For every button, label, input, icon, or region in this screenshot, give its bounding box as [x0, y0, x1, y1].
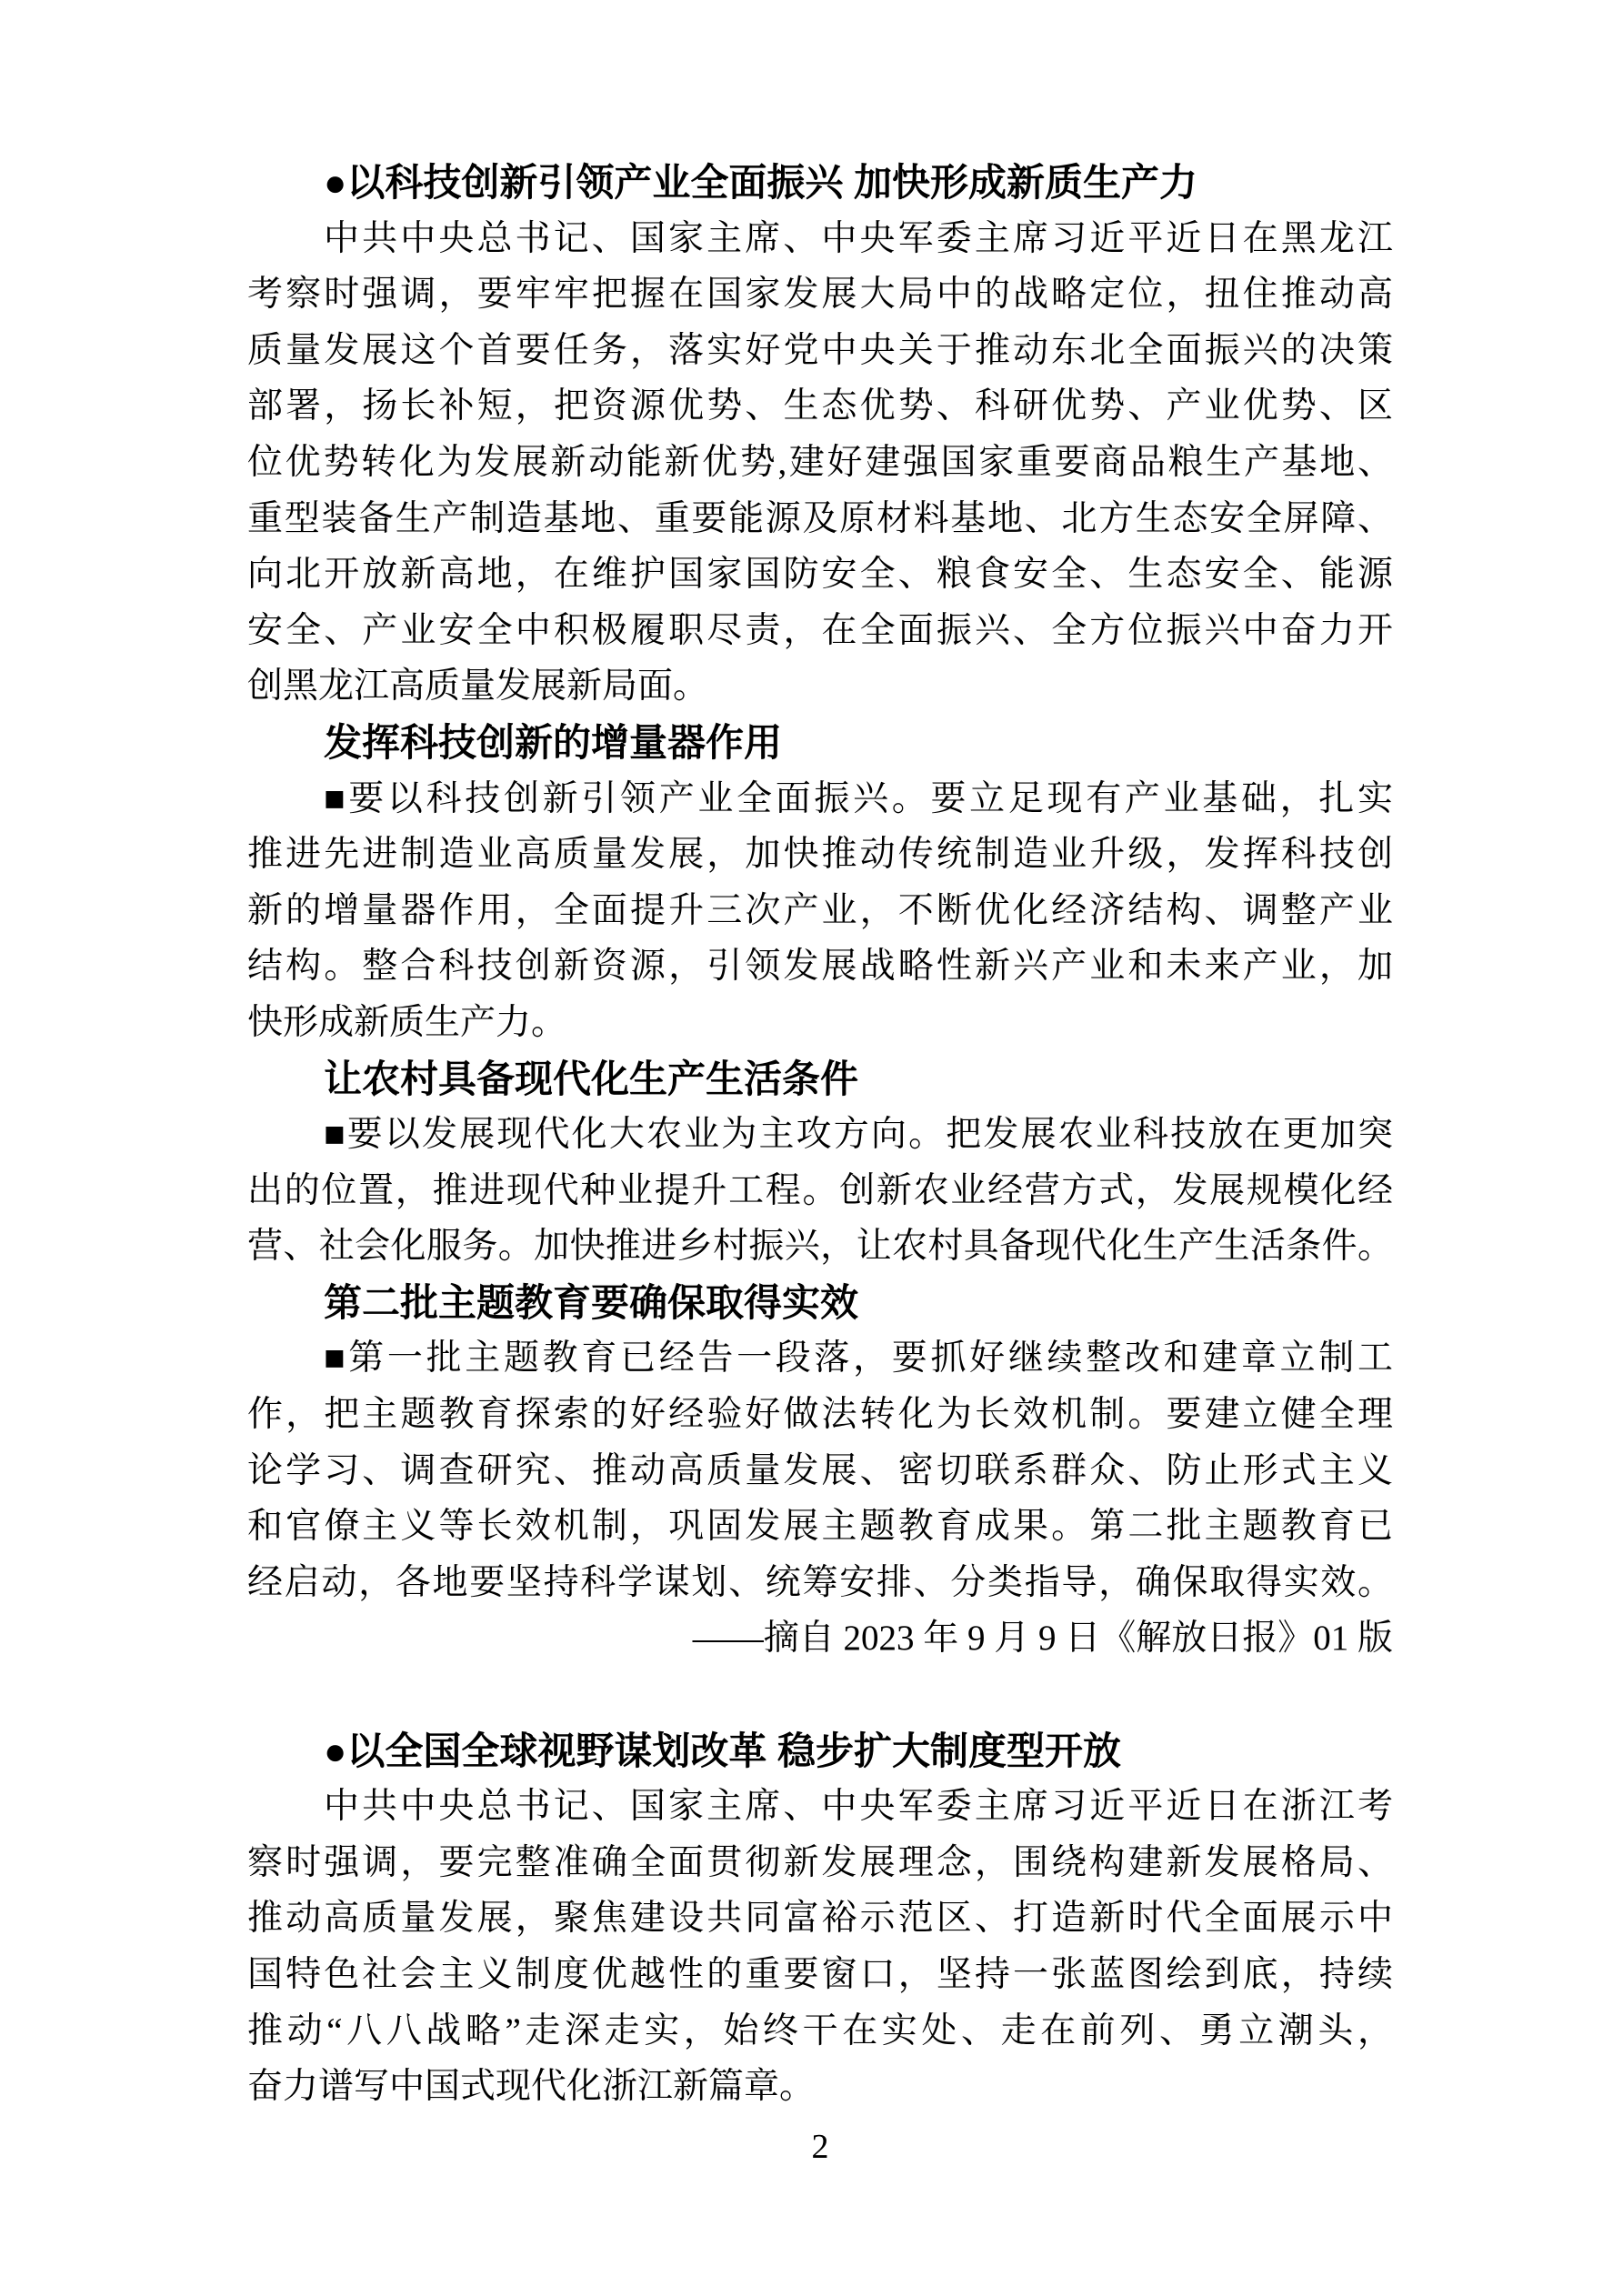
subheading: 让农村具备现代化生产生活条件	[324, 1057, 859, 1100]
attribution: ——摘自 2023 年 9 月 9 日《解放日报》01 版	[692, 1619, 1393, 1659]
body-line: 部署，扬长补短，把资源优势、生态优势、科研优势、产业优势、区	[247, 386, 1393, 426]
body-line: 安全、产业安全中积极履职尽责，在全面振兴、全方位振兴中奋力开	[247, 610, 1393, 650]
section-gap	[247, 1667, 1393, 1723]
subheading: 第二批主题教育要确保取得实效	[324, 1280, 859, 1324]
body-line: ■要以科技创新引领产业全面振兴。要立足现有产业基础，扎实	[324, 778, 1393, 818]
body-line: 推进先进制造业高质量发展，加快推动传统制造业升级，发挥科技创	[247, 835, 1393, 875]
body-line: 考察时强调，要牢牢把握在国家发展大局中的战略定位，扭住推动高	[247, 275, 1393, 315]
body-line: 结构。整合科技创新资源，引领发展战略性新兴产业和未来产业，加	[247, 947, 1393, 987]
body-line: 快形成新质生产力。	[247, 1002, 567, 1042]
body-line: 国特色社会主义制度优越性的重要窗口，坚持一张蓝图绘到底，持续	[247, 1955, 1393, 1994]
body-line: 奋力谱写中国式现代化浙江新篇章。	[247, 2067, 816, 2107]
section-heading: ●以全国全球视野谋划改革 稳步扩大制度型开放	[324, 1729, 1122, 1772]
body-line: 论学习、调查研究、推动高质量发展、密切联系群众、防止形式主义	[247, 1450, 1393, 1490]
body-line: 向北开放新高地，在维护国家国防安全、粮食安全、生态安全、能源	[247, 555, 1393, 595]
body-line: 作，把主题教育探索的好经验好做法转化为长效机制。要建立健全理	[247, 1395, 1393, 1435]
body-line: 营、社会化服务。加快推进乡村振兴，让农村具备现代化生产生活条件。	[247, 1227, 1393, 1267]
body-line: 创黑龙江高质量发展新局面。	[247, 667, 709, 707]
body-line: 中共中央总书记、国家主席、中央军委主席习近平近日在黑龙江	[324, 218, 1393, 258]
body-line: 质量发展这个首要任务，落实好党中央关于推动东北全面振兴的决策	[247, 330, 1393, 370]
body-line: ■第一批主题教育已经告一段落，要抓好继续整改和建章立制工	[324, 1338, 1393, 1379]
body-line: 和官僚主义等长效机制，巩固发展主题教育成果。第二批主题教育已	[247, 1507, 1393, 1547]
body-line: 重型装备生产制造基地、重要能源及原材料基地、北方生态安全屏障、	[247, 498, 1393, 538]
body-line: 位优势转化为发展新动能新优势,建好建强国家重要商品粮生产基地、	[247, 442, 1393, 482]
document-content	[247, 155, 1393, 2175]
body-line: 推动高质量发展，聚焦建设共同富裕示范区、打造新时代全面展示中	[247, 1899, 1393, 1939]
page-number: 2	[811, 2127, 829, 2166]
body-line: ■要以发展现代化大农业为主攻方向。把发展农业科技放在更加突	[324, 1115, 1393, 1155]
body-line: 出的位置，推进现代种业提升工程。创新农业经营方式，发展规模化经	[247, 1170, 1393, 1210]
body-line: 察时强调，要完整准确全面贯彻新发展理念，围绕构建新发展格局、	[247, 1842, 1393, 1882]
body-line: 中共中央总书记、国家主席、中央军委主席习近平近日在浙江考	[324, 1787, 1393, 1827]
section-heading: ●以科技创新引领产业全面振兴 加快形成新质生产力	[324, 161, 1198, 204]
body-line: 推动“八八战略”走深走实，始终干在实处、走在前列、勇立潮头，	[247, 2010, 1393, 2050]
body-line: 经启动，各地要坚持科学谋划、统筹安排、分类指导，确保取得实效。	[247, 1562, 1393, 1602]
body-line: 新的增量器作用，全面提升三次产业，不断优化经济结构、调整产业	[247, 890, 1393, 930]
subheading: 发挥科技创新的增量器作用	[324, 720, 783, 764]
